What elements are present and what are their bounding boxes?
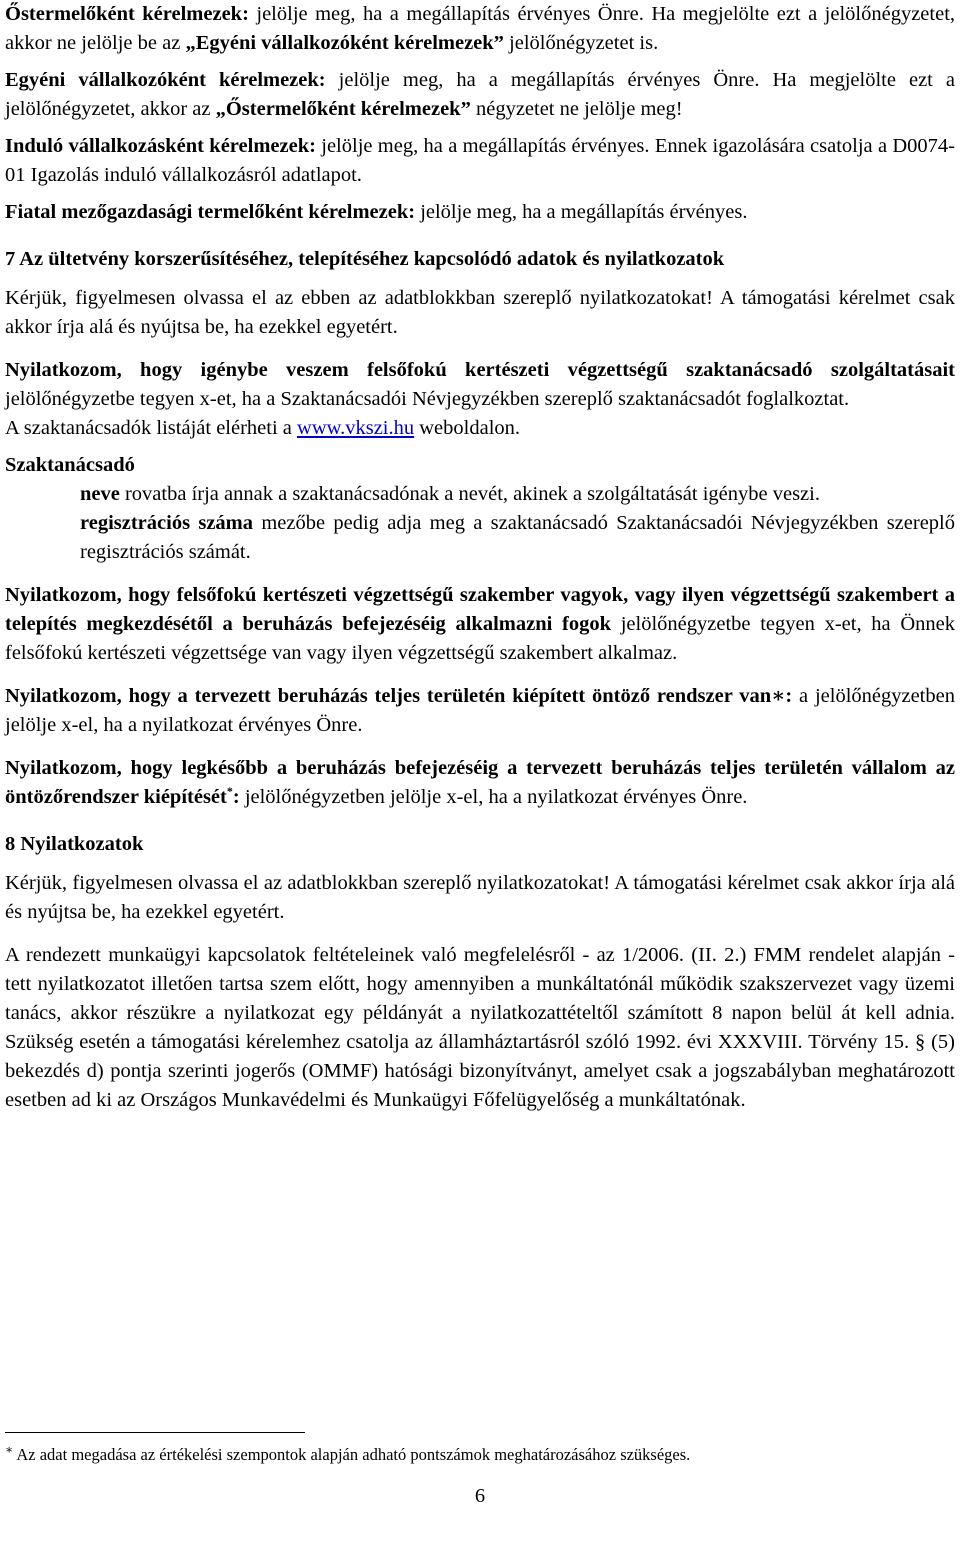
subheading-szaktanacsado: Szaktanácsadó: [5, 454, 135, 476]
paragraph-szakember-nyilatkozat: [5, 581, 955, 668]
paragraph-text: weboldalon.: [414, 417, 521, 439]
paragraph-text: rovatba írja annak a szaktanácsadónak a nevét, akinek a szolgáltatását igénybe veszi.: [119, 483, 820, 505]
paragraph-text: jelölőnégyzetbe tegyen x-et, ha a Szaktanácsadói Névjegyzékben szereplő szaktanácsadót foglalkoztat.: [5, 388, 850, 410]
bold-label: Nyilatkozom, hogy igénybe veszem felsőfokú kertészeti végzettségű szaktanácsadó szolgáltatásait: [5, 359, 955, 381]
paragraph-intro-8: Kérjük, figyelmesen olvassa el az adatblokkban szereplő nyilatkozatokat! A támogatási kérelmet csak akkor írja alá és nyújtsa be, ha ezekkel egyetért.: [5, 872, 955, 923]
document-page: [5, 0, 955, 1115]
paragraph-ostermelo: [5, 0, 955, 58]
paragraph-intro-7: Kérjük, figyelmesen olvassa el az ebben az adatblokkban szereplő nyilatkozatokat! A támogatási kérelmet csak akkor írja alá és nyújtsa be, ha ezekkel egyetért.: [5, 287, 955, 338]
paragraph-text: mezőbe pedig adja meg a szaktanácsadó Szaktanácsadói Névjegyzékben szereplő regisztrációs számát.: [80, 512, 955, 563]
bold-label: „Egyéni vállalkozóként kérelmezek”: [185, 32, 504, 54]
paragraph-text: jelölőnégyzetben jelölje x-el, ha a nyilatkozat érvényes Önre.: [239, 786, 748, 808]
footnote-text: Az adat megadása az értékelési szempontok alapján adható pontszámok meghatározásához szükséges.: [13, 1445, 691, 1464]
paragraph-text: jelölje meg, ha a megállapítás érvényes.: [415, 201, 748, 223]
paragraph-regisztracios-szam: [5, 509, 955, 567]
bold-label: Nyilatkozom, hogy a tervezett beruházás teljes területén kiépített öntöző rendszer van∗:: [5, 685, 793, 707]
bold-label: Nyilatkozom, hogy felsőfokú kertészeti végzettségű szakember vagyok, vagy ilyen végzettségű szakembert a telepítés megkezdésétől a beruházás befejezéséig alkalmazni fogok: [5, 584, 955, 635]
section-heading-7: 7 Az ültetvény korszerűsítéséhez, telepítéséhez kapcsolódó adatok és nyilatkozatok: [5, 248, 725, 270]
bold-label: Induló vállalkozásként kérelmezek:: [5, 135, 316, 157]
paragraph-munkaugyi: A rendezett munkaügyi kapcsolatok feltételeinek való megfelelésről - az 1/2006. (II. 2.) FMM rendelet alapján - tett nyilatkozatot illetően tartsa szem előtt, hogy amennyiben a munkáltatónál működik szakszervezet vagy üzemi tanács, akkor részükre a nyilatkozat egy példányát a nyilatkozattételtől számított 8 napon belül át kell adnia. Szükség esetén a támogatási kérelemhez csatolja az államháztartásról szóló 1992. évi XXXVIII. Törvény 15. § (5) bekezdés d) pontja szerinti jogerős (OMMF) hatósági bizonyítványt, amelyet csak a jogszabályban meghatározott esetben ad ki az Országos Munkavédelmi és Munkaügyi Főfelügyelőség a munkáltatónak.: [5, 944, 955, 1111]
bold-label: regisztrációs száma: [80, 512, 254, 534]
paragraph-text: a jelölőnégyzetben jelölje x-el, ha a nyilatkozat érvényes Önre.: [5, 685, 955, 736]
paragraph-ontozorendszer-kiepites: [5, 754, 955, 812]
paragraph-szaktanacsado-nyilatkozat: [5, 356, 955, 414]
footnote: [5, 1444, 955, 1466]
paragraph-fiatal-termelo: [5, 198, 955, 227]
paragraph-ontozo-rendszer: [5, 682, 955, 740]
bold-label: Nyilatkozom, hogy legkésőbb a beruházás befejezéséig a tervezett beruházás teljes területén vállalom az öntözőrendszer kiépítését: [5, 757, 955, 808]
section-heading-8: 8 Nyilatkozatok: [5, 833, 144, 855]
vkszi-link[interactable]: www.vkszi.hu: [297, 417, 415, 439]
bold-label: „Őstermelőként kérelmezek”: [215, 98, 471, 120]
bold-label: Fiatal mezőgazdasági termelőként kérelmezek:: [5, 201, 416, 223]
footnote-divider: [5, 1432, 305, 1433]
paragraph-neve: [5, 480, 955, 509]
paragraph-vkszi: [5, 414, 955, 443]
paragraph-text: jelölje meg, ha a megállapítás érvényes Önre. Ha megjelölte ezt a jelölőnégyzetet, akkor az: [5, 69, 956, 120]
paragraph-text: jelölje meg, ha a megállapítás érvényes. Ennek igazolására csatolja a D0074-01 Igazolás induló vállalkozásról adatlapot.: [5, 135, 956, 186]
paragraph-egyeni-vallalkozo: [5, 66, 955, 124]
page-number: 6: [474, 1485, 486, 1507]
footnote-marker: ∗: [5, 1442, 14, 1457]
footnote-mark: *: [226, 784, 233, 799]
paragraph-text: A szaktanácsadók listáját elérheti a: [5, 417, 298, 439]
paragraph-text: jelölőnégyzetet is.: [503, 32, 659, 54]
paragraph-text: jelölje meg, ha a megállapítás érvényes Önre. Ha megjelölte ezt a jelölőnégyzetet, akkor ne jelölje be az: [5, 3, 956, 54]
bold-label: :: [232, 786, 240, 808]
paragraph-text: jelölőnégyzetbe tegyen x-et, ha Önnek felsőfokú kertészeti végzettsége van vagy ilyen végzettségű szakembert alkalmaz.: [5, 613, 956, 664]
paragraph-indulo-vallalkozas: [5, 132, 955, 190]
paragraph-text: négyzetet ne jelölje meg!: [470, 98, 683, 120]
bold-label: neve: [80, 483, 120, 505]
bold-label: Egyéni vállalkozóként kérelmezek:: [5, 69, 326, 91]
bold-label: Őstermelőként kérelmezek:: [5, 3, 249, 25]
